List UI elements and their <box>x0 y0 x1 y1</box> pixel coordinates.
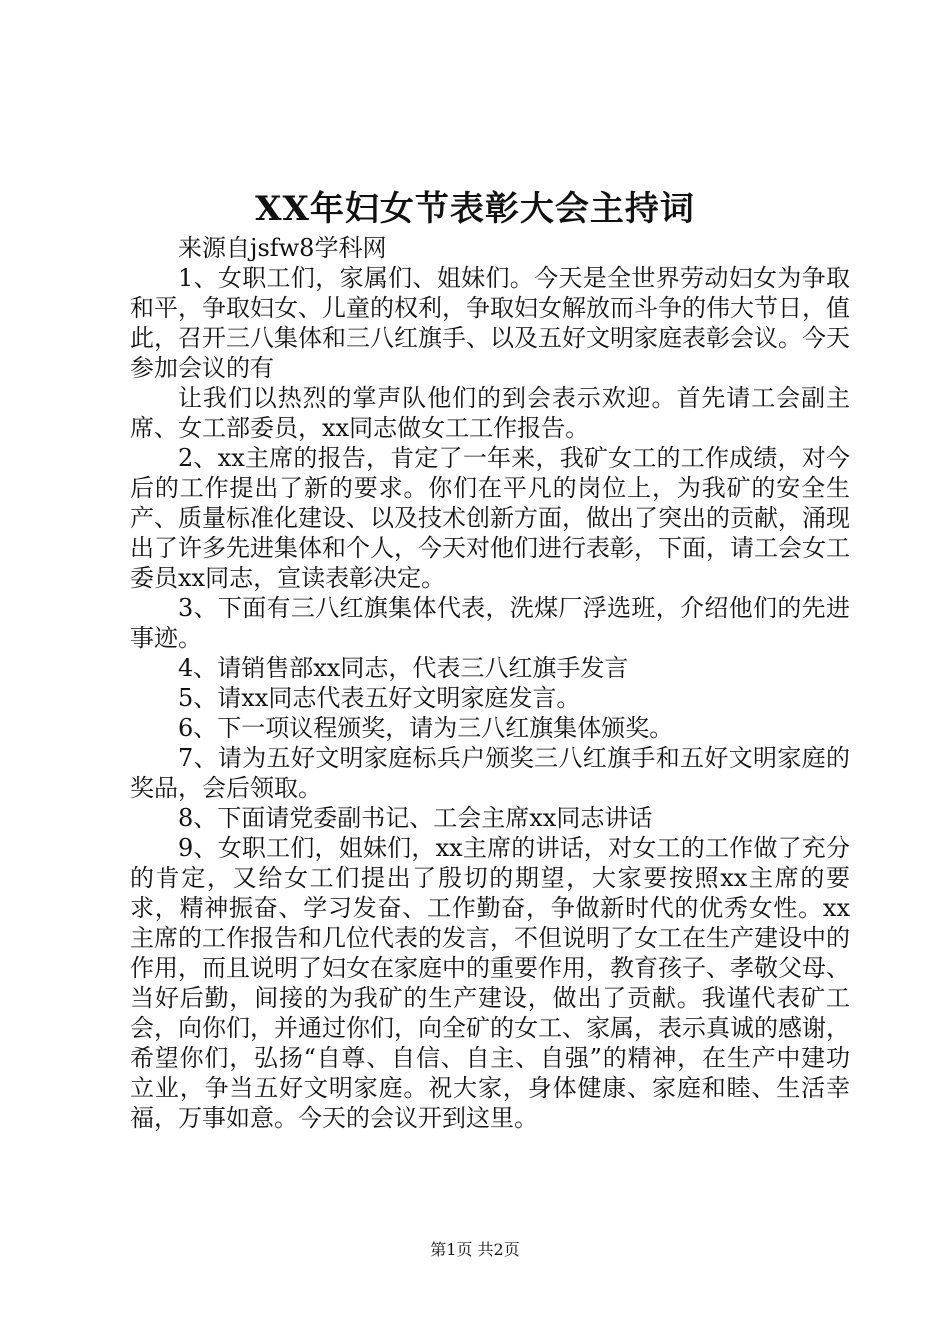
paragraph-6: 5、请xx同志代表五好文明家庭发言。 <box>178 684 581 712</box>
paragraph-3: 2、xx主席的报告，肯定了一年来，我矿女工的工作成绩，对今后的工作提出了新的要求。你们在平凡的岗位上，为我矿的安全生产、质量标准化建设、以及技术创新方面，做出了突出的贡献，涌现出了许多先进集体和个人，今天对他们进行表彰，下面，请工会女工委员xx同志，宣读表彰决定。 <box>130 444 850 592</box>
page-number-footer: 第1页 共2页 <box>430 1240 520 1259</box>
paragraph-10: 9、女职工们，姐妹们，xx主席的讲话，对女工的工作做了充分的肯定，又给女工们提出了殷切的期望，大家要按照xx主席的要求，精神振奋、学习发奋、工作勤奋，争做新时代的优秀女性。xx主席的工作报告和几位代表的发言，不但说明了女工在生产建设中的作用，而且说明了妇女在家庭中的重要作用，教育孩子、孝敬父母、当好后勤，间接的为我矿的生产建设，做出了贡献。我谨代表矿工会，向你们，并通过你们，向全矿的女工、家属，表示真诚的感谢，希望你们，弘扬“自尊、自信、自主、自强”的精神，在生产中建功立业，争当五好文明家庭。祝大家，身体健康、家庭和睦、生活幸福，万事如意。今天的会议开到这里。 <box>130 834 850 1132</box>
paragraph-2: 让我们以热烈的掌声队他们的到会表示欢迎。首先请工会副主席、女工部委员，xx同志做女工工作报告。 <box>130 384 850 442</box>
paragraph-1: 1、女职工们，家属们、姐妹们。今天是全世界劳动妇女为争取和平，争取妇女、儿童的权利，争取妇女解放而斗争的伟大节日，值此，召开三八集体和三八红旗手、以及五好文明家庭表彰会议。今天参加会议的有 <box>130 264 850 382</box>
source-line: 来源自jsfw8学科网 <box>178 234 387 262</box>
paragraph-9: 8、下面请党委副书记、工会主席xx同志讲话 <box>178 804 653 832</box>
document-title: XX年妇女节表彰大会主持词 <box>255 189 695 229</box>
paragraph-8: 7、请为五好文明家庭标兵户颁奖三八红旗手和五好文明家庭的奖品，会后领取。 <box>130 744 850 802</box>
document-body <box>130 233 850 1133</box>
paragraph-4: 3、下面有三八红旗集体代表，洗煤厂浮选班，介绍他们的先进事迹。 <box>130 594 850 652</box>
paragraph-7: 6、下一项议程颁奖，请为三八红旗集体颁奖。 <box>178 714 674 742</box>
paragraph-5: 4、请销售部xx同志，代表三八红旗手发言 <box>178 654 629 682</box>
